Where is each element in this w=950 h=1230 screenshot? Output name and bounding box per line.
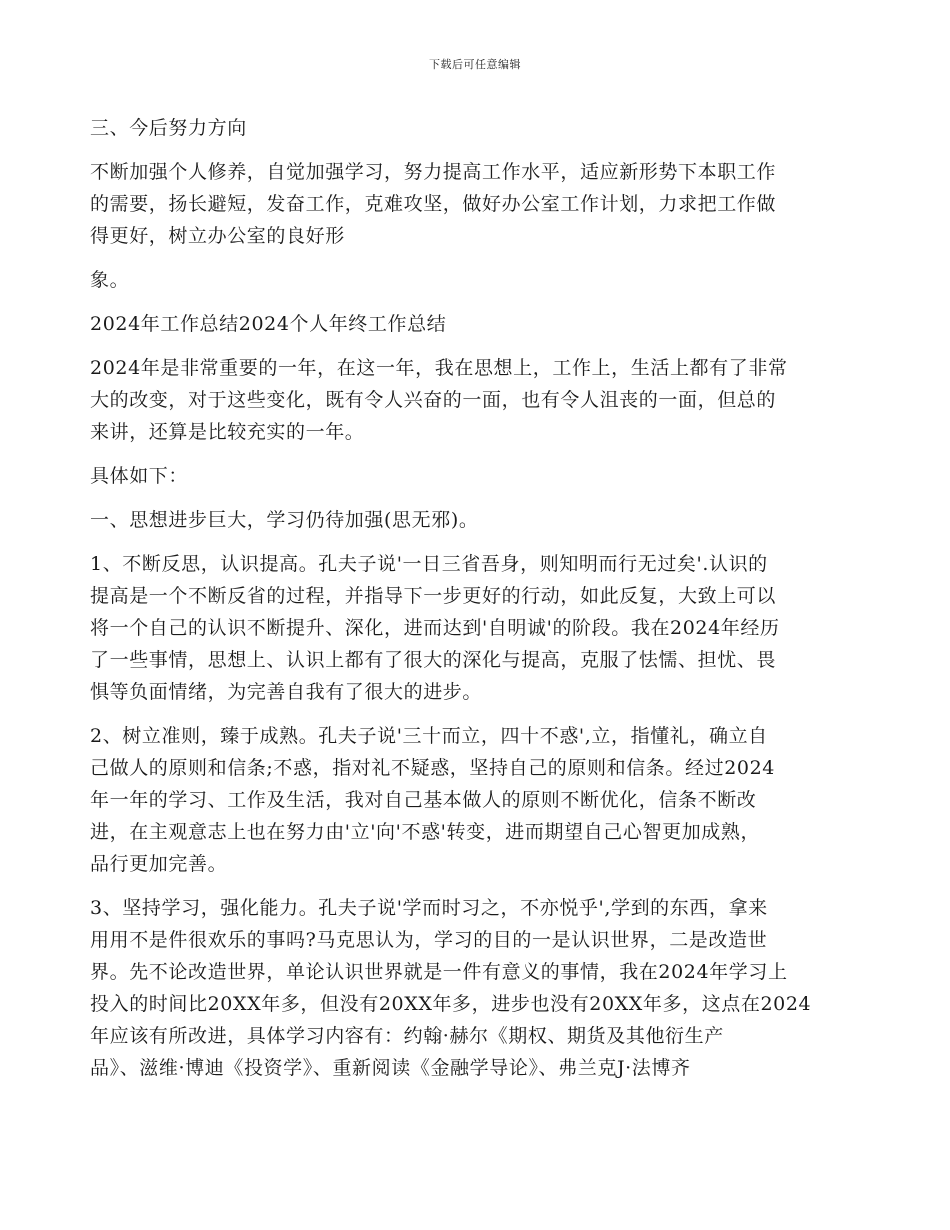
text-line: 不断加强个人修养，自觉加强学习，努力提高工作水平，适应新形势下本职工作 (90, 161, 777, 183)
text-line: 将一个自己的认识不断提升、深化，进而达到'自明诚'的阶段。我在2024年经历 (90, 617, 780, 639)
item-1-paragraph (90, 548, 860, 708)
page-header: 下载后可任意编辑 (429, 58, 521, 71)
section-heading-1: 一、思想进步巨大，学习仍待加强(思无邪)。 (90, 509, 479, 531)
text-line: 3、坚持学习，强化能力。孔夫子说'学而时习之，不亦悦乎',学到的东西，拿来 (90, 897, 768, 919)
text-line: 年一年的学习、工作及生活，我对自己基本做人的原则不断优化，信条不断改 (90, 789, 757, 811)
text-line: 品行更加完善。 (90, 853, 228, 875)
text-line: 的需要，扬长避短，发奋工作，克难攻坚，做好办公室工作计划，力求把工作做 (90, 193, 777, 215)
text-line: 惧等负面情绪，为完善自我有了很大的进步。 (90, 681, 483, 703)
document-title: 2024年工作总结2024个人年终工作总结 (90, 313, 447, 335)
text-line: 进，在主观意志上也在努力由'立'向'不惑'转变，进而期望自己心智更加成熟， (90, 821, 761, 843)
text-line: 用用不是件很欢乐的事吗?马克思认为，学习的目的一是认识世界，二是改造世 (90, 929, 768, 951)
text-line: 界。先不论改造世界，单论认识世界就是一件有意义的事情，我在2024年学习上 (90, 961, 788, 983)
paragraph-intro (90, 352, 860, 448)
text-line: 来讲，还算是比较充实的一年。 (90, 421, 365, 443)
item-3-paragraph (90, 892, 860, 1084)
text-line: 2、树立准则，臻于成熟。孔夫子说'三十而立，四十不惑',立，指懂礼，确立自 (90, 725, 768, 747)
text-line: 2024年是非常重要的一年，在这一年，我在思想上，工作上，生活上都有了非常 (90, 357, 788, 379)
text-line: 品》、滋维·博迪《投资学》、重新阅读《金融学导论》、弗兰克J·法博齐 (90, 1057, 691, 1079)
text-line: 年应该有所改进，具体学习内容有：约翰·赫尔《期权、期货及其他衍生产 (90, 1025, 724, 1047)
text-line: 1、不断反思，认识提高。孔夫子说'一日三省吾身，则知明而行无过矣'.认识的 (90, 553, 768, 575)
section-heading-3: 三、今后努力方向 (90, 117, 247, 139)
text-line: 投入的时间比20XX年多，但没有20XX年多，进步也没有20XX年多，这点在2024 (90, 993, 812, 1015)
text-line: 了一些事情，思想上、认识上都有了很大的深化与提高，克服了怯懦、担忧、畏 (90, 649, 777, 671)
paragraph-tail: 象。 (90, 269, 130, 291)
paragraph-effort-direction (90, 156, 860, 252)
text-line: 大的改变，对于这些变化，既有令人兴奋的一面，也有令人沮丧的一面，但总的 (90, 389, 777, 411)
text-line: 得更好，树立办公室的良好形 (90, 225, 345, 247)
item-2-paragraph (90, 720, 860, 880)
text-line: 提高是一个不断反省的过程，并指导下一步更好的行动，如此反复，大致上可以 (90, 585, 777, 607)
text-line: 己做人的原则和信条;不惑，指对礼不疑惑，坚持自己的原则和信条。经过2024 (90, 757, 775, 779)
document-body (90, 112, 860, 1084)
details-label: 具体如下： (90, 465, 189, 487)
